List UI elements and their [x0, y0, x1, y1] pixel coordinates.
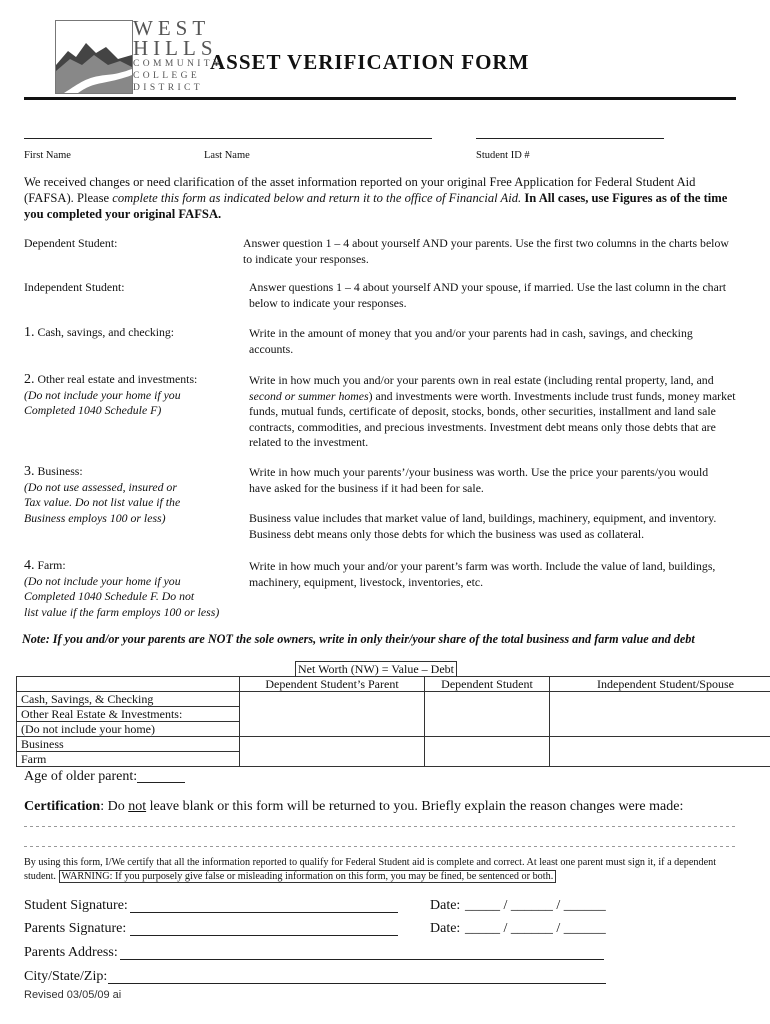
table-header: Independent Student/Spouse — [550, 677, 770, 692]
student-signature-field[interactable] — [130, 912, 398, 913]
name-field[interactable] — [24, 138, 432, 139]
table-header: Dependent Student — [425, 677, 550, 692]
q3-label: 3. Business: (Do not use assessed, insured or Tax value. Do not list value if the Business employs 100 or less) — [24, 464, 181, 525]
asset-table — [16, 676, 770, 767]
city-state-zip-field[interactable] — [108, 983, 606, 984]
warning-box: WARNING: If you purposely give false or misleading information on this form, you may be fined, be sentenced or both. — [59, 870, 557, 883]
parents-signature-field[interactable] — [130, 935, 398, 936]
independent-label: Independent Student: — [24, 280, 125, 294]
q4-text: Write in how much your and/or your parent’s farm was worth. Include the value of land, buildings, machinery, equipment, livestock, inventories, etc. — [249, 559, 716, 589]
table-cell[interactable] — [550, 692, 770, 737]
dependent-label: Dependent Student: — [24, 236, 118, 250]
first-name-label: First Name — [24, 150, 71, 161]
net-worth-formula: Net Worth (NW) = Value – Debt — [295, 661, 457, 677]
table-row-label: Farm — [17, 752, 240, 767]
table-row-label: Business — [17, 737, 240, 752]
student-date-field[interactable]: _____ / ______ / ______ — [465, 898, 606, 913]
q2-label: 2. Other real estate and investments: (Do not include your home if you Completed 1040 Schedule F) — [24, 372, 198, 417]
q4-label: 4. Farm: (Do not include your home if you Completed 1040 Schedule F. Do not list value if the farm employs 100 or less) — [24, 558, 220, 619]
last-name-label: Last Name — [204, 150, 250, 161]
college-name: WEST HILLS COMMUNITY COLLEGE DISTRICT — [133, 16, 224, 93]
table-row-label: Cash, Savings, & Checking — [17, 692, 240, 707]
student-signature-label: Student Signature: — [24, 898, 128, 913]
header-divider — [24, 97, 736, 100]
q1-text: Write in the amount of money that you and/or your parents had in cash, savings, and checking accounts. — [249, 326, 693, 356]
table-header: Dependent Student’s Parent — [240, 677, 425, 692]
certification-label: Certification: Do not leave blank or this form will be returned to you. Briefly explain the reason changes were made: — [24, 799, 684, 814]
table-cell[interactable] — [550, 737, 770, 767]
q1-label: 1. Cash, savings, and checking: — [24, 325, 175, 340]
q3-text-2: Business value includes that market value of land, buildings, machinery, equipment, and inventory. Business debt means only those debts for which the business was used as collateral. — [249, 511, 717, 541]
parents-signature-label: Parents Signature: — [24, 921, 127, 936]
q2-text: Write in how much you and/or your parents own in real estate (including rental property, land, and second or summer homes) and investments were worth. Investments include trust funds, money market funds, mutual funds, certificate of deposit, stocks, bonds, other securities, installment and land sale contracts, commodities, and precious investments. Investment debt means only those debts that are related to the investment. — [249, 373, 736, 449]
parents-address-field[interactable] — [120, 959, 604, 960]
table-header-blank — [17, 677, 240, 692]
age-label: Age of older parent: — [24, 769, 138, 784]
table-row-label: (Do not include your home) — [17, 722, 240, 737]
parents-address-label: Parents Address: — [24, 945, 118, 960]
college-logo — [55, 20, 133, 94]
explanation-line[interactable] — [24, 826, 736, 827]
student-id-field[interactable] — [476, 138, 664, 139]
independent-text: Answer questions 1 – 4 about yourself AND your spouse, if married. Use the last column in the chart below to indicate your responses. — [249, 280, 727, 310]
table-cell[interactable] — [425, 737, 550, 767]
date-label: Date: — [430, 921, 461, 936]
q3-text: Write in how much your parents’/your business was worth. Use the price your parents/you would have asked for the business if it had been for sale. — [249, 465, 709, 495]
table-cell[interactable] — [240, 737, 425, 767]
parents-date-field[interactable]: _____ / ______ / ______ — [465, 921, 606, 936]
table-cell[interactable] — [240, 692, 425, 737]
age-field[interactable] — [137, 782, 185, 783]
table-row-label: Other Real Estate & Investments: — [17, 707, 240, 722]
explanation-line[interactable] — [24, 846, 736, 847]
table-cell[interactable] — [425, 692, 550, 737]
form-title: ASSET VERIFICATION FORM — [210, 50, 530, 74]
intro-paragraph: We received changes or need clarification of the asset information reported on your original Free Application for Federal Student Aid (FAFSA). Please complete this form as indicated below and return it to the office of Financial Aid. In All cases, use Figures as of the time you completed your original FAFSA. — [24, 175, 728, 221]
date-label: Date: — [430, 898, 461, 913]
dependent-text: Answer question 1 – 4 about yourself AND your parents. Use the first two columns in the charts below to indicate your responses. — [243, 236, 729, 266]
student-id-label: Student ID # — [476, 150, 530, 161]
city-state-zip-label: City/State/Zip: — [24, 969, 108, 984]
ownership-note: Note: If you and/or your parents are NOT the sole owners, write in only their/your share of the total business and farm value and debt — [22, 632, 695, 646]
certification-statement: By using this form, I/We certify that all the information reported to qualify for Federal Student aid is complete and correct. At least one parent must sign it, if a dependent student. WARNING: If you purposely give false or misleading information on this form, you may be fined, be sentenced or both. — [24, 857, 717, 882]
revision-note: Revised 03/05/09 ai — [24, 989, 122, 1001]
